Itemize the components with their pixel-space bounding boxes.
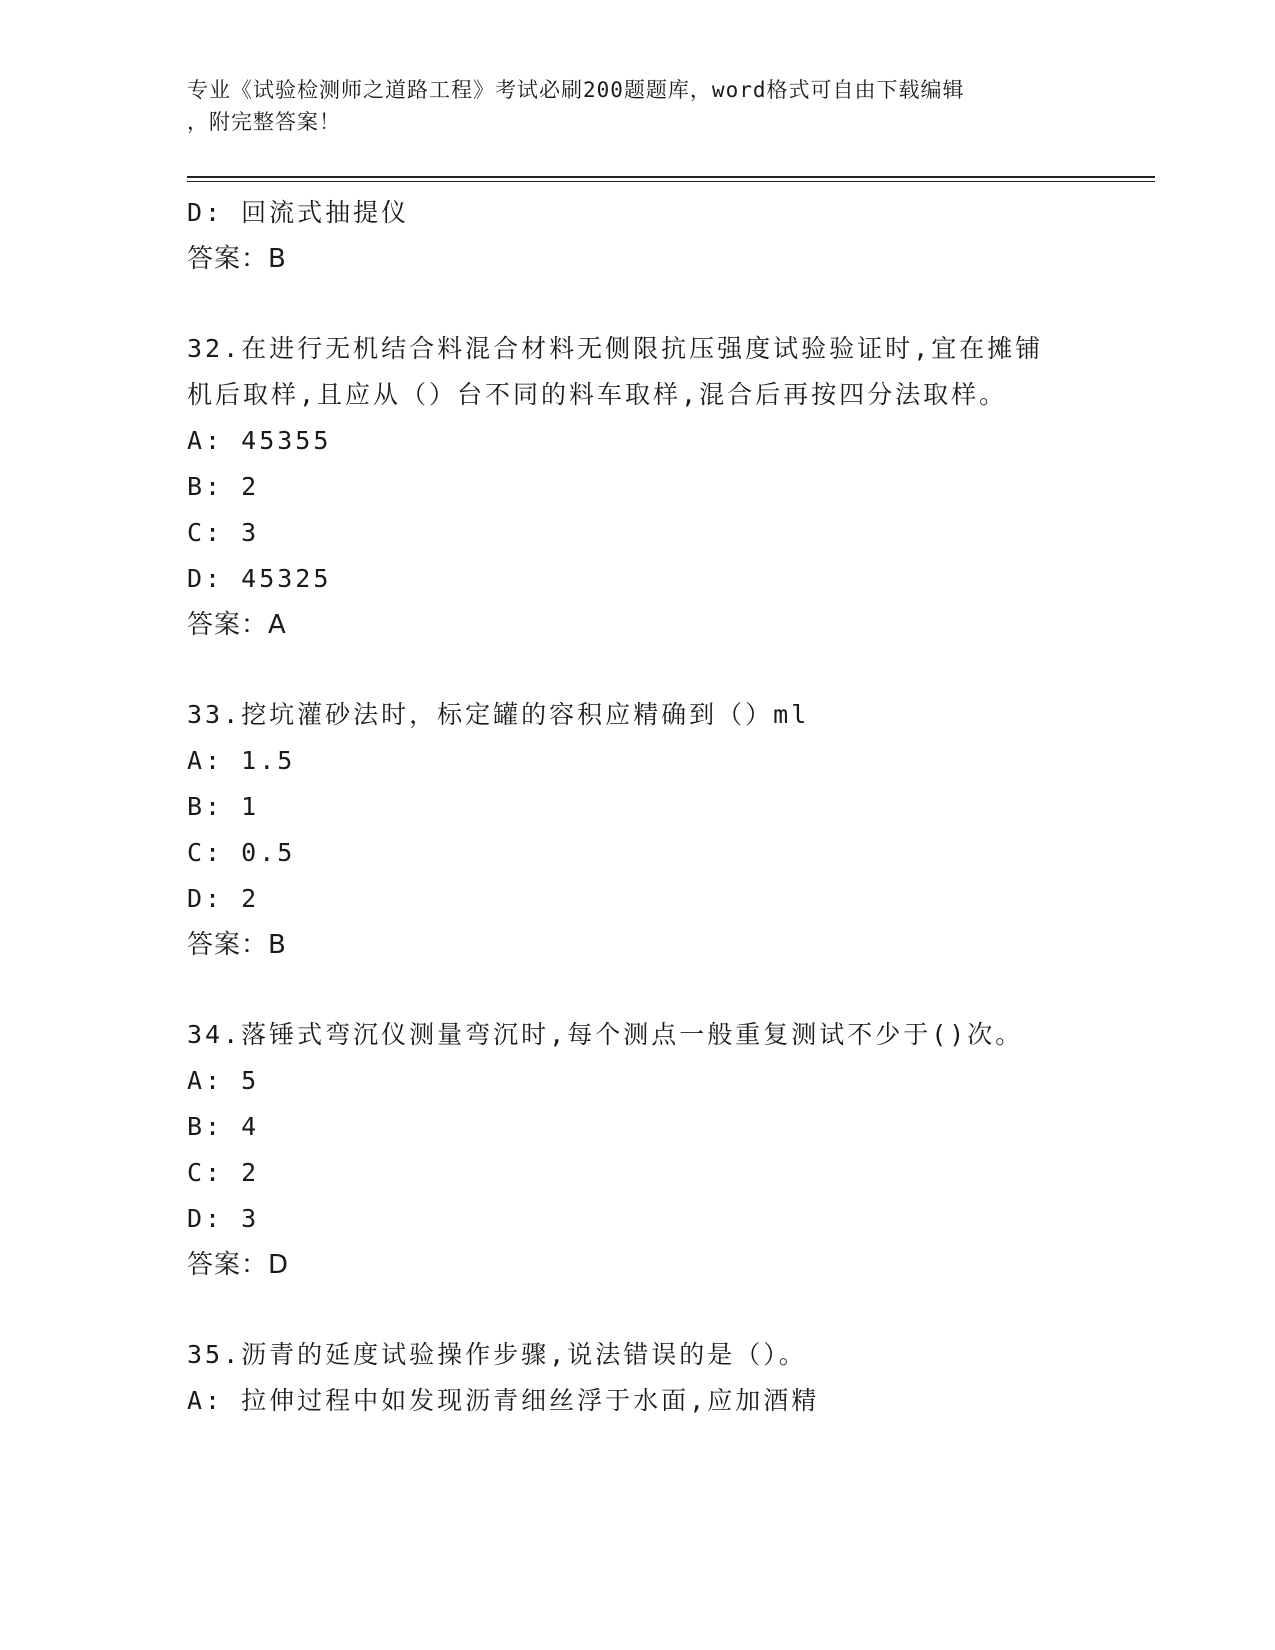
- answer-line: 答案：B: [187, 930, 287, 960]
- option-a: A: 拉伸过程中如发现沥青细丝浮于水面,应加酒精: [187, 1386, 820, 1415]
- question-stem-line: 33.挖坑灌砂法时，标定罐的容积应精确到（）ml: [187, 700, 810, 729]
- question-32: [187, 326, 1087, 648]
- question-35: [187, 1332, 1087, 1424]
- header-title-line-1: 专业《试验检测师之道路工程》考试必刷200题题库，word格式可自由下载编辑: [187, 78, 965, 102]
- question-spacer: [187, 1288, 1087, 1332]
- option-c: C: 3: [187, 518, 260, 547]
- question-34: [187, 1012, 1087, 1288]
- question-33: [187, 692, 1087, 968]
- option-b: B: 4: [187, 1112, 260, 1141]
- header-divider-thick: [187, 176, 1155, 178]
- answer-line: 答案：A: [187, 610, 287, 640]
- option-c: C: 2: [187, 1158, 260, 1187]
- answer-line: 答案：B: [187, 244, 287, 274]
- question-stem-line: 34.落锤式弯沉仪测量弯沉时,每个测点一般重复测试不少于()次。: [187, 1020, 1024, 1049]
- option-b: B: 2: [187, 472, 260, 501]
- option-d: D: 2: [187, 884, 260, 913]
- header-title-line-2: ，附完整答案！: [187, 110, 341, 134]
- question-stem-line: 32.在进行无机结合料混合材料无侧限抗压强度试验验证时,宜在摊铺: [187, 334, 1044, 363]
- option-a: A: 1.5: [187, 746, 296, 775]
- option-d: D: 3: [187, 1204, 260, 1233]
- question-spacer: [187, 282, 1087, 326]
- document-header: [187, 74, 1087, 138]
- option-b: B: 1: [187, 792, 260, 821]
- option-d: D: 45325: [187, 564, 332, 593]
- option-a: A: 45355: [187, 426, 332, 455]
- question-stem-line: 35.沥青的延度试验操作步骤,说法错误的是（）。: [187, 1340, 807, 1369]
- question-spacer: [187, 968, 1087, 1012]
- question-stem-line: 机后取样,且应从（）台不同的料车取样,混合后再按四分法取样。: [187, 380, 1008, 409]
- answer-line: 答案：D: [187, 1250, 290, 1280]
- question-spacer: [187, 648, 1087, 692]
- option-d: D: 回流式抽提仪: [187, 198, 410, 227]
- header-divider-thin: [187, 181, 1155, 182]
- question-31-tail: [187, 190, 1087, 282]
- option-a: A: 5: [187, 1066, 260, 1095]
- document-body: [187, 190, 1087, 1424]
- option-c: C: 0.5: [187, 838, 296, 867]
